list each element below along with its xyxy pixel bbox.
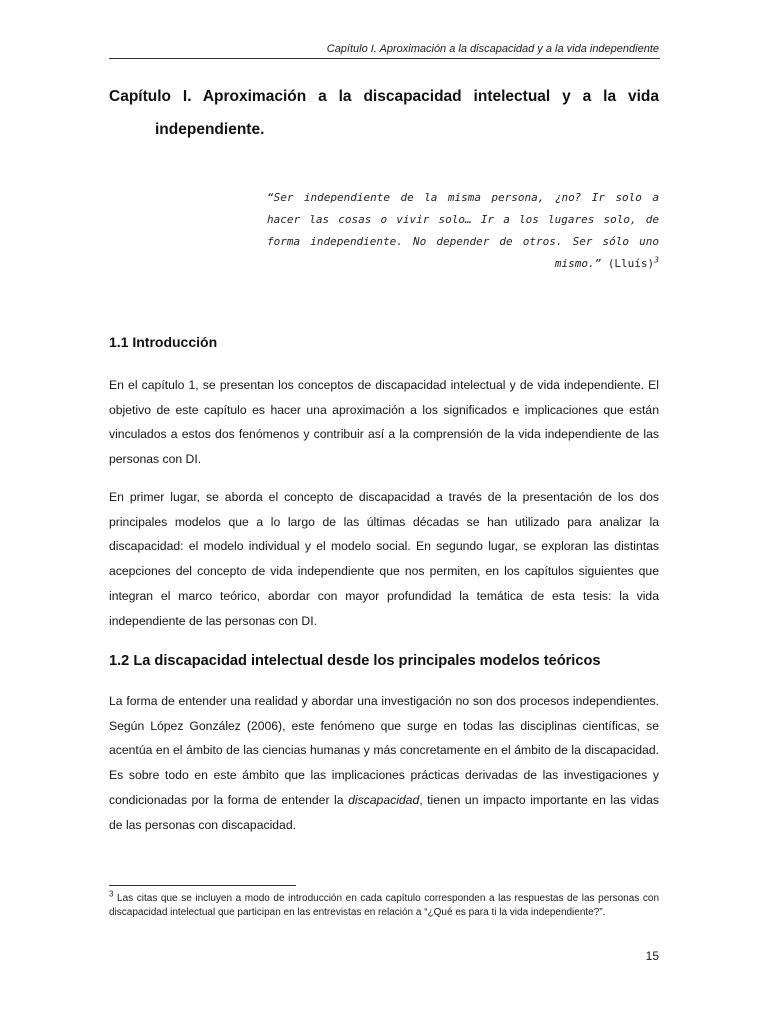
paragraph-modelos-text-start: La forma de entender una realidad y abordar una investigación no son dos procesos independientes. Según López González (2006), este fenómeno que surge en todas las disciplinas científicas, se acentúa en el ámbito de las ciencias humanas y más concretamente en el ámbito de la discapacidad. Es sobre todo en este ámbito que las implicaciones prácticas derivadas de las investigaciones y condicionadas por la forma de entender la	[109, 694, 659, 807]
epigraph-attribution: (Lluís)	[607, 257, 655, 270]
running-header: Capítulo I. Aproximación a la discapacidad y a la vida independiente	[326, 43, 659, 55]
paragraph-modelos-1	[109, 689, 659, 837]
chapter-title	[109, 86, 659, 141]
paragraph-modelos-text-end: , tienen un impacto importante en las vidas de las personas con discapacidad.	[109, 792, 659, 832]
paragraph-intro-1: En el capítulo 1, se presentan los conceptos de discapacidad intelectual y de vida independiente. El objetivo de este capítulo es hacer una aproximación a los significados e implicaciones que están vinculados a estos dos fenómenos y contribuir así a la comprensión de la vida independiente de las personas con DI.	[109, 378, 659, 467]
page-number: 15	[645, 949, 659, 963]
header-divider	[109, 58, 660, 59]
section-heading-discapacidad: 1.2 La discapacidad intelectual desde los principales modelos teóricos	[109, 653, 601, 669]
epigraph-quote: “Ser independiente de la misma persona, ¿no? Ir solo a hacer las cosas o vivir solo… Ir a los lugares solo, de forma independiente. No depender de otros. Ser sólo uno mismo.”	[267, 191, 659, 270]
chapter-title-line-2: independiente.	[155, 121, 265, 138]
footnote-divider	[109, 885, 296, 886]
footnote	[109, 889, 659, 920]
paragraph-intro-2: En primer lugar, se aborda el concepto de discapacidad a través de la presentación de los dos principales modelos que a lo largo de las últimas décadas se han utilizado para analizar la discapacidad: el modelo individual y el modelo social. En segundo lugar, se exploran las distintas acepciones del concepto de vida independiente que nos permiten, en los capítulos siguientes que integran el marco teórico, abordar con mayor profundidad la temática de esta tesis: la vida independiente de las personas con DI.	[109, 490, 659, 628]
chapter-title-line-1: Capítulo I. Aproximación a la discapacidad intelectual y a la vida	[109, 88, 659, 105]
footnote-text: Las citas que se incluyen a modo de introducción en cada capítulo corresponden a las respuestas de las personas con discapacidad intelectual que participan en las entrevistas en relación a “¿Qué es para ti la vida independiente?”.	[109, 893, 659, 918]
epigraph	[267, 187, 659, 275]
epigraph-footnote-ref: 3	[654, 255, 659, 265]
section-heading-introduccion: 1.1 Introducción	[109, 334, 218, 350]
emphasis-discapacidad: discapacidad	[348, 792, 420, 807]
footnote-marker: 3	[109, 889, 114, 899]
